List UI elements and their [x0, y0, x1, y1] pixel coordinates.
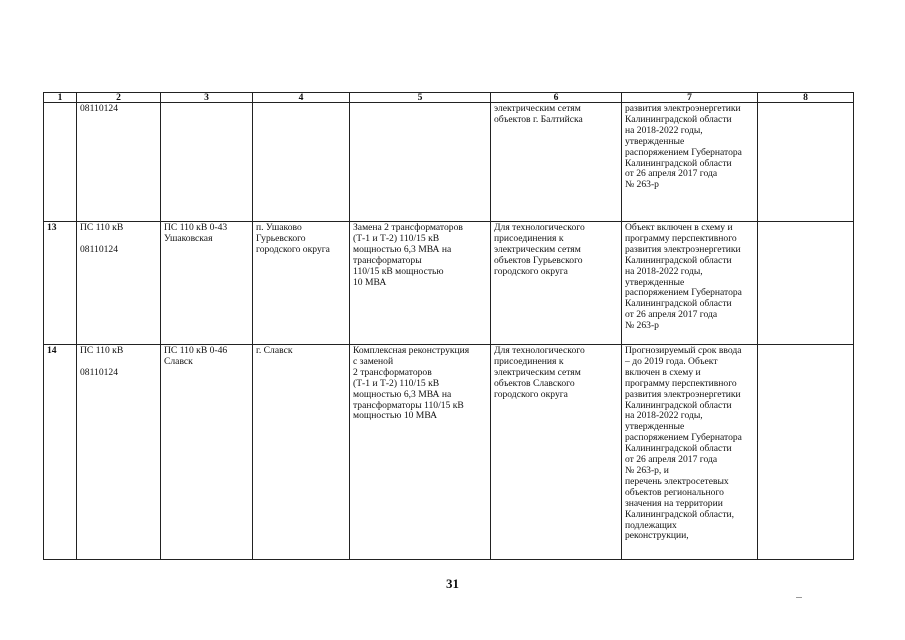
col-header-7: 7 — [622, 93, 758, 103]
cell-line: распоряжением Губернатора — [625, 432, 742, 444]
table-row — [44, 103, 854, 222]
cell-line: Прогнозируемый срок ввода — [625, 345, 742, 356]
cell-line: Калининградской области — [625, 443, 732, 455]
cell-line: (Т-1 и Т-2) 110/15 кВ — [353, 377, 440, 389]
cell-line: электрическим сетям — [494, 103, 581, 114]
cell-line: п. Ушаково — [256, 222, 302, 233]
cell-line: городского округа — [494, 265, 568, 277]
cell-work — [350, 345, 491, 560]
cell-line: Комплексная реконструкция — [353, 345, 470, 356]
cell-line: городского округа — [256, 243, 330, 255]
cell-line: реконструкции, — [625, 530, 689, 542]
scan-mark — [796, 597, 802, 598]
column-number-row — [44, 93, 854, 103]
cell-line: 08110124 — [80, 243, 119, 255]
cell-line: Для технологического — [494, 222, 585, 233]
col-header-3: 3 — [161, 93, 253, 103]
cell-line: трансформаторы — [353, 254, 422, 266]
cell-line: ПС 110 кВ 0-46 — [164, 345, 228, 356]
cell-line: от 26 апреля 2017 года — [625, 168, 718, 180]
cell-line: объектов Гурьевского — [494, 254, 583, 266]
cell-basis — [622, 103, 758, 222]
cell-line: № 263-р — [625, 320, 659, 332]
cell-object — [161, 345, 253, 560]
col-header-6: 6 — [491, 93, 622, 103]
cell-line: мощностью 6,3 МВА на — [353, 388, 452, 400]
col-header-1: 1 — [44, 93, 77, 103]
cell-line: ПС 110 кВ — [80, 222, 124, 233]
cell-work — [350, 222, 491, 345]
cell-line: утвержденные — [625, 135, 685, 147]
cell-code — [77, 345, 161, 560]
cell-line: значения на территории — [625, 497, 723, 509]
cell-line: распоряжением Губернатора — [625, 146, 742, 158]
cell-location — [253, 345, 350, 560]
cell-purpose — [491, 103, 622, 222]
cell-line: Гурьевского — [256, 232, 306, 244]
col-header-8: 8 — [758, 93, 854, 103]
cell-line: программу перспективного — [625, 377, 737, 389]
cell-purpose — [491, 222, 622, 345]
cell-line: Калининградской области — [625, 399, 732, 411]
cell-line: трансформаторы 110/15 кВ — [353, 399, 464, 411]
cell-line: Калининградской области, — [625, 508, 735, 520]
cell-object — [161, 103, 253, 222]
cell-code — [77, 222, 161, 345]
table-row — [44, 222, 854, 345]
cell-note — [758, 222, 854, 345]
cell-line: мощностью 6,3 МВА на — [353, 243, 452, 255]
cell-line: программу перспективного — [625, 232, 737, 244]
table-row — [44, 345, 854, 560]
cell-line: объектов Славского — [494, 377, 575, 389]
cell-note — [758, 103, 854, 222]
cell-purpose — [491, 345, 622, 560]
cell-line: 110/15 кВ мощностью — [353, 265, 444, 277]
cell-line: 2 трансформаторов — [353, 366, 432, 378]
cell-line: объектов регионального — [625, 486, 724, 498]
cell-line: перечень электросетевых — [625, 475, 729, 487]
cell-work — [350, 103, 491, 222]
cell-line: подлежащих — [625, 519, 677, 531]
cell-line: Ушаковская — [164, 232, 213, 244]
cell-line: распоряжением Губернатора — [625, 287, 742, 299]
cell-line: включен в схему и — [625, 366, 701, 378]
cell-line: электрическим сетям — [494, 366, 581, 378]
cell-line: 08110124 — [80, 366, 119, 378]
cell-line: 08110124 — [80, 103, 119, 114]
cell-line: Калининградской области — [625, 254, 732, 266]
cell-line: электрическим сетям — [494, 243, 581, 255]
row-number: 13 — [44, 222, 77, 345]
cell-line: мощностью 10 МВА — [353, 410, 438, 422]
cell-line: на 2018-2022 годы, — [625, 410, 703, 422]
cell-line: ПС 110 кВ 0-43 — [164, 222, 228, 233]
cell-note — [758, 345, 854, 560]
col-header-2: 2 — [77, 93, 161, 103]
cell-object — [161, 222, 253, 345]
cell-line: Калининградской области — [625, 113, 732, 125]
row-number: 14 — [44, 345, 77, 560]
col-header-4: 4 — [253, 93, 350, 103]
cell-line: городского округа — [494, 388, 568, 400]
cell-line: развития электроэнергетики — [625, 103, 741, 114]
cell-line: на 2018-2022 годы, — [625, 265, 703, 277]
cell-line: Калининградской области — [625, 298, 732, 310]
cell-line: присоединения к — [494, 355, 564, 367]
cell-line: (Т-1 и Т-2) 110/15 кВ — [353, 232, 440, 244]
substation-table — [43, 92, 854, 560]
cell-basis — [622, 345, 758, 560]
cell-line: развития электроэнергетики — [625, 243, 741, 255]
cell-line: утвержденные — [625, 421, 685, 433]
cell-line: Славск — [164, 355, 193, 367]
cell-line: развития электроэнергетики — [625, 388, 741, 400]
cell-code — [77, 103, 161, 222]
cell-line: присоединения к — [494, 232, 564, 244]
cell-location — [253, 222, 350, 345]
cell-line: № 263-р — [625, 179, 659, 191]
cell-line: Объект включен в схему и — [625, 222, 733, 233]
cell-line: Замена 2 трансформаторов — [353, 222, 463, 233]
col-header-5: 5 — [350, 93, 491, 103]
cell-line: утвержденные — [625, 276, 685, 288]
cell-line: 10 МВА — [353, 276, 387, 288]
cell-line: объектов г. Балтийска — [494, 113, 583, 125]
cell-line: № 263-р, и — [625, 464, 669, 476]
cell-line: с заменой — [353, 355, 394, 367]
row-number — [44, 103, 77, 222]
cell-location — [253, 103, 350, 222]
cell-basis — [622, 222, 758, 345]
cell-line: г. Славск — [256, 345, 293, 356]
cell-line: ПС 110 кВ — [80, 345, 124, 356]
cell-line: – до 2019 года. Объект — [625, 355, 718, 367]
cell-line: от 26 апреля 2017 года — [625, 309, 718, 321]
cell-line: Для технологического — [494, 345, 585, 356]
cell-line: Калининградской области — [625, 157, 732, 169]
page-number: 31 — [446, 576, 459, 591]
cell-line: от 26 апреля 2017 года — [625, 454, 718, 466]
cell-line: на 2018-2022 годы, — [625, 124, 703, 136]
